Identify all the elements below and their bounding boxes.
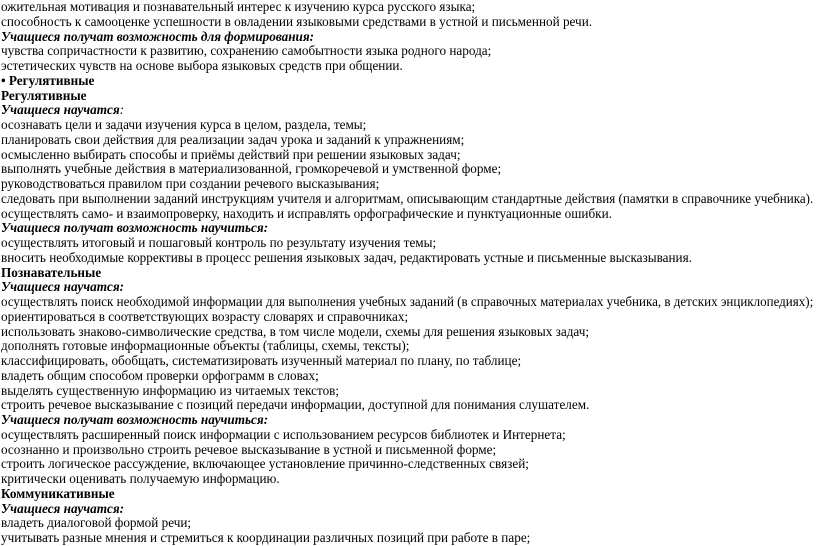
text-line: вносить необходимые коррективы в процесс решения языковых задач, редактировать устные и письменные высказывания. [1,249,692,265]
text-line: классифицировать, обобщать, систематизировать изученный материал по плану, по таблице; [1,353,522,368]
text-line: осмысленно выбирать способы и приёмы действий при решении языковых задач; [1,146,461,162]
section-subheading: Учащиеся научатся: [1,500,125,516]
text-line: осуществлять само- и взаимопроверку, находить и исправлять орфографические и пунктуационные ошибки. [1,205,612,221]
text-line: следовать при выполнении заданий инструкциям учителя и алгоритмам, описывающим стандартные действия (памятки в справочнике учебника). [1,190,814,206]
text-line: осуществлять расширенный поиск информации с использованием ресурсов библиотек и Интернета; [1,426,566,442]
text-line: выделять существенную информацию из читаемых текстов; [1,382,340,398]
text-line: владеть диалоговой формой речи; [1,515,192,531]
text-line: осознанно и произвольно строить речевое высказывание в устной и письменной форме; [1,441,497,457]
text-line: руководствоваться правилом при создании речевого высказывания; [1,176,380,191]
section-subheading: Учащиеся научатся: [1,279,125,295]
section-heading-cognitive: Познавательные [1,264,102,280]
text-line: ориентироваться в соответствующих возрасту словарях и справочниках; [1,308,409,324]
section-heading-regulatory: Регулятивные [1,87,87,103]
text-line: осуществлять поиск необходимой информации для выполнения учебных заданий (в справочных материалах учебника, в детских энциклопедиях); [1,294,814,309]
section-subheading: Учащиеся получат возможность научиться: [1,220,269,236]
text-line: строить логическое рассуждение, включающее установление причинно-следственных связей; [1,456,529,472]
text-line: учитывать разные мнения и стремиться к координации различных позиций при работе в паре; [1,530,531,545]
section-subheading: Учащиеся получат возможность научиться: [1,412,269,427]
text-line: планировать свои действия для реализации задач урока и заданий к упражнениям; [1,131,465,147]
section-subheading: Учащиеся получат возможность для формирования: [1,28,315,44]
text-line: осуществлять итоговый и пошаговый контроль по результату изучения темы; [1,235,437,250]
text-line: осознавать цели и задачи изучения курса в целом, раздела, темы; [1,117,367,132]
text-line: выполнять учебные действия в материализованной, громкоречевой и умственной форме; [1,161,502,177]
text-line: ожительная мотивация и познавательный интерес к изучению курса русского языка; [1,0,476,14]
text-line: чувства сопричастности к развитию, сохранению самобытности языка родного народа; [1,43,492,59]
text-line: дополнять готовые информационные объекты (таблицы, схемы, тексты); [1,338,410,354]
bullet-heading: • Регулятивные [1,72,95,88]
section-subheading: Учащиеся научатся: [1,102,125,118]
text-line: строить речевое высказывание с позиций передачи информации, доступной для понимания слушателем. [1,397,590,413]
section-heading-communicative: Коммуникативные [1,485,115,501]
text-line: критически оценивать получаемую информацию. [1,471,280,486]
text-line: использовать знаково-символические средства, в том числе модели, схемы для решения языковых задач; [1,323,590,339]
text-line: владеть общим способом проверки орфограмм в словах; [1,367,319,383]
text-line: эстетических чувств на основе выбора языковых средств при общении. [1,58,403,73]
text-line: способность к самооценке успешности в овладении языковыми средствами в устной и письменной речи. [1,13,593,29]
